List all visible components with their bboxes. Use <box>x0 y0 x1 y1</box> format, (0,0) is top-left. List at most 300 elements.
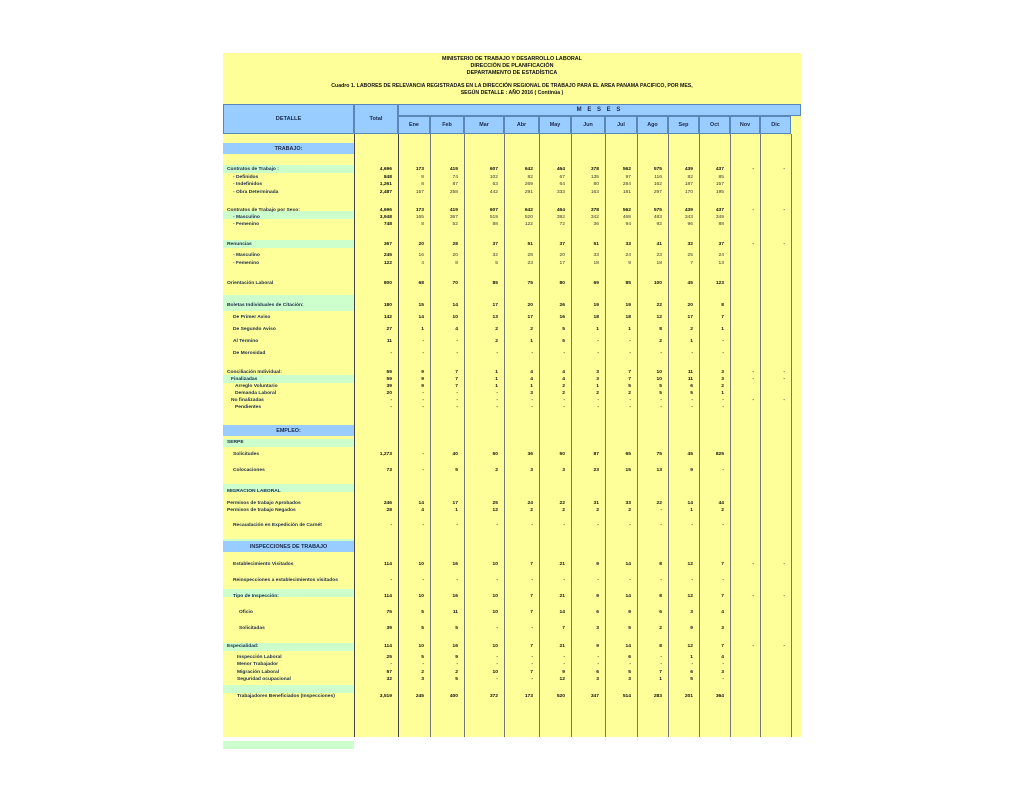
month-cell: 2 <box>421 670 424 675</box>
month-cell: 2 <box>628 508 631 513</box>
month-header-oct: Oct <box>699 116 730 134</box>
caption-line-2: SEGÚN DETALLE : AÑO 2016 ( Continúa ) <box>460 90 564 96</box>
total-cell: 3,519 <box>379 694 392 699</box>
month-cell: 10 <box>452 315 458 320</box>
month-cell: 1 <box>659 677 662 682</box>
month-cell: - <box>629 523 631 528</box>
month-cell: 9 <box>455 655 458 660</box>
month-cell: - <box>752 370 754 375</box>
month-cell: 122 <box>524 222 533 227</box>
month-cell: 75 <box>527 281 533 286</box>
row-label: Demanda Laboral <box>235 391 277 396</box>
row-label: Permisos de trabajo Negados <box>227 508 296 513</box>
month-cell: 7 <box>455 377 458 382</box>
month-cell: 439 <box>684 208 693 213</box>
month-cell: 32 <box>492 253 498 258</box>
month-cell: 82 <box>687 175 693 180</box>
month-cell: - <box>496 523 498 528</box>
month-cell: 642 <box>524 208 533 213</box>
row-band <box>223 741 354 749</box>
month-cell: - <box>422 662 424 667</box>
month-cell: 12 <box>492 508 498 513</box>
month-cell: - <box>422 523 424 528</box>
month-cell: - <box>722 578 724 583</box>
total-cell: - <box>390 405 392 410</box>
total-cell: 32 <box>386 677 392 682</box>
month-cell: 50 <box>492 452 498 457</box>
month-cell: 3 <box>596 677 599 682</box>
month-cell: 64 <box>559 182 565 187</box>
month-cell: 33 <box>625 242 631 247</box>
month-cell: 22 <box>656 303 662 308</box>
month-cell: 33 <box>625 501 631 506</box>
month-cell: 562 <box>622 208 631 213</box>
month-cell: 347 <box>590 694 599 699</box>
month-cell: - <box>456 523 458 528</box>
month-cell: 367 <box>449 215 458 220</box>
month-cell: 6 <box>690 384 693 389</box>
month-cell: 165 <box>415 215 424 220</box>
month-cell: - <box>422 339 424 344</box>
month-cell: - <box>752 562 754 567</box>
month-header-jul: Jul <box>605 116 637 134</box>
month-cell: 11 <box>687 377 693 382</box>
month-cell: 70 <box>452 281 458 286</box>
month-cell: 72 <box>559 222 565 227</box>
month-cell: 14 <box>418 315 424 320</box>
table-caption <box>223 83 801 97</box>
directorate-title: DIRECCIÓN DE PLANIFICACIÓN <box>470 63 554 69</box>
month-cell: 642 <box>524 167 533 172</box>
month-cell: 170 <box>684 190 693 195</box>
column-header-meses: M E S E S <box>398 104 801 116</box>
total-cell: 73 <box>386 468 392 473</box>
month-cell: 1 <box>721 391 724 396</box>
month-cell: 36 <box>593 222 599 227</box>
month-header-feb: Feb <box>430 116 464 134</box>
month-cell: 1 <box>596 384 599 389</box>
month-cell: 6 <box>659 610 662 615</box>
month-cell: 195 <box>715 190 724 195</box>
month-cell: 74 <box>452 175 458 180</box>
month-cell: 442 <box>489 190 498 195</box>
month-cell: 2 <box>530 327 533 332</box>
month-cell: 392 <box>556 215 565 220</box>
month-cell: 24 <box>625 253 631 258</box>
month-cell: 41 <box>656 242 662 247</box>
month-header-dic: Dic <box>760 116 791 134</box>
month-cell: - <box>629 351 631 356</box>
month-cell: 9 <box>690 626 693 631</box>
month-cell: 52 <box>452 222 458 227</box>
month-cell: - <box>531 405 533 410</box>
total-cell: 800 <box>383 281 392 286</box>
month-cell: - <box>563 351 565 356</box>
month-cell: - <box>496 405 498 410</box>
month-cell: 258 <box>449 190 458 195</box>
month-cell: 22 <box>656 501 662 506</box>
month-cell: 16 <box>452 594 458 599</box>
month-cell: 157 <box>415 190 424 195</box>
month-cell: - <box>456 405 458 410</box>
month-cell: 85 <box>718 175 724 180</box>
total-cell: 39 <box>386 626 392 631</box>
month-cell: - <box>597 662 599 667</box>
month-cell: 9 <box>628 261 631 266</box>
month-cell: - <box>722 523 724 528</box>
month-cell: 10 <box>492 644 498 649</box>
month-cell: 100 <box>653 281 662 286</box>
month-cell: 12 <box>687 594 693 599</box>
month-cell: - <box>563 655 565 660</box>
row-label: Renuncias <box>227 242 252 247</box>
month-cell: 8 <box>455 261 458 266</box>
month-cell: 9 <box>421 370 424 375</box>
month-cell: - <box>660 578 662 583</box>
month-cell: - <box>660 662 662 667</box>
month-cell: 201 <box>684 694 693 699</box>
month-cell: 17 <box>687 315 693 320</box>
month-cell: 5 <box>659 384 662 389</box>
month-cell: 7 <box>530 670 533 675</box>
month-cell: - <box>691 578 693 583</box>
month-cell: 4 <box>421 508 424 513</box>
month-cell: 96 <box>687 222 693 227</box>
month-header-row <box>398 116 801 134</box>
month-cell: - <box>456 351 458 356</box>
month-cell: 7 <box>455 370 458 375</box>
row-label: Reinspecciones a establecimientos visitados <box>233 578 338 583</box>
month-cell: 11 <box>687 370 693 375</box>
month-cell: - <box>752 644 754 649</box>
month-cell: 20 <box>527 303 533 308</box>
month-cell: 14 <box>452 303 458 308</box>
month-cell: 5 <box>455 468 458 473</box>
month-cell: 6 <box>690 670 693 675</box>
month-cell: 12 <box>559 677 565 682</box>
month-cell: 45 <box>687 281 693 286</box>
month-cell: 17 <box>492 303 498 308</box>
month-cell: 33 <box>593 253 599 258</box>
month-cell: 10 <box>492 594 498 599</box>
month-cell: 20 <box>418 242 424 247</box>
month-cell: 7 <box>530 594 533 599</box>
month-cell: - <box>597 398 599 403</box>
month-cell: - <box>597 339 599 344</box>
month-cell: 7 <box>659 670 662 675</box>
month-cell: 123 <box>715 281 724 286</box>
month-cell: 116 <box>654 175 662 180</box>
total-cell: 367 <box>383 242 392 247</box>
month-cell: 3 <box>596 626 599 631</box>
month-cell: - <box>597 523 599 528</box>
month-cell: 8 <box>659 594 662 599</box>
row-label: Al Termino <box>233 339 259 344</box>
month-cell: 8 <box>421 182 424 187</box>
month-cell: 4 <box>562 377 565 382</box>
month-cell: - <box>456 662 458 667</box>
total-cell: 122 <box>383 261 392 266</box>
month-cell: 88 <box>492 222 498 227</box>
month-cell: 40 <box>452 452 458 457</box>
month-cell: 157 <box>715 182 724 187</box>
month-cell: - <box>496 578 498 583</box>
month-cell: 5 <box>690 391 693 396</box>
month-cell: 439 <box>684 167 693 172</box>
month-cell: 3 <box>596 377 599 382</box>
month-cell: 437 <box>715 167 724 172</box>
month-cell: 291 <box>524 190 533 195</box>
month-cell: 9 <box>596 562 599 567</box>
month-cell: 400 <box>449 694 458 699</box>
total-cell: 4,696 <box>379 208 392 213</box>
month-cell: 8 <box>421 175 424 180</box>
row-band <box>223 685 354 693</box>
section-header: INSPECCIONES DE TRABAJO <box>223 541 354 552</box>
month-cell: 7 <box>628 370 631 375</box>
month-header-ago: Ago <box>637 116 668 134</box>
month-cell: - <box>783 370 785 375</box>
month-cell: 11 <box>452 610 458 615</box>
month-cell: - <box>629 405 631 410</box>
month-cell: 50 <box>559 452 565 457</box>
month-cell: 14 <box>418 501 424 506</box>
month-cell: 2 <box>721 508 724 513</box>
total-cell: 59 <box>386 377 392 382</box>
month-cell: - <box>629 398 631 403</box>
month-cell: - <box>597 351 599 356</box>
month-cell: 20 <box>559 253 565 258</box>
month-cell: 5 <box>455 626 458 631</box>
month-cell: - <box>496 662 498 667</box>
month-cell: 87 <box>593 452 599 457</box>
month-cell: 5 <box>562 327 565 332</box>
month-cell: 2 <box>562 508 565 513</box>
month-cell: 3 <box>421 677 424 682</box>
month-cell: 1 <box>495 384 498 389</box>
month-cell: - <box>422 468 424 473</box>
month-cell: 1 <box>690 655 693 660</box>
month-cell: 51 <box>527 242 533 247</box>
month-cell: 18 <box>625 315 631 320</box>
month-cell: 5 <box>628 626 631 631</box>
month-cell: 10 <box>656 370 662 375</box>
month-cell: 19 <box>593 303 599 308</box>
total-cell: 3,948 <box>379 215 392 220</box>
month-cell: 519 <box>489 215 498 220</box>
month-cell: 7 <box>562 626 565 631</box>
month-cell: 825 <box>715 452 724 457</box>
month-cell: - <box>752 208 754 213</box>
month-cell: 28 <box>527 253 533 258</box>
month-cell: - <box>691 405 693 410</box>
month-cell: 562 <box>622 167 631 172</box>
month-cell: 135 <box>590 175 599 180</box>
month-cell: 464 <box>556 167 565 172</box>
row-label: - Definidos <box>233 175 259 180</box>
month-cell: - <box>722 339 724 344</box>
month-cell: 5 <box>421 655 424 660</box>
month-cell: - <box>722 351 724 356</box>
month-cell: 18 <box>593 261 599 266</box>
month-cell: - <box>422 405 424 410</box>
month-cell: - <box>456 339 458 344</box>
month-cell: - <box>422 398 424 403</box>
row-label: Recaudación en Expedición de Carnét <box>233 523 322 528</box>
month-header-mar: Mar <box>464 116 504 134</box>
month-cell: 3 <box>721 370 724 375</box>
month-cell: - <box>691 523 693 528</box>
month-cell: 1 <box>421 327 424 332</box>
month-cell: 2 <box>562 391 565 396</box>
row-label: - Femenino <box>233 222 260 227</box>
month-cell: 520 <box>524 215 533 220</box>
month-cell: 94 <box>625 222 631 227</box>
month-cell: 8 <box>421 222 424 227</box>
month-cell: - <box>660 398 662 403</box>
month-cell: 24 <box>718 253 724 258</box>
month-cell: 181 <box>622 190 631 195</box>
total-cell: 28 <box>386 508 392 513</box>
month-cell: - <box>629 578 631 583</box>
month-cell: 1 <box>690 508 693 513</box>
row-label: Permisos de trabajo Aprobados <box>227 501 301 506</box>
row-label: Trabajadores Beneficiados (Inspecciones) <box>237 694 335 699</box>
month-cell: - <box>783 562 785 567</box>
month-cell: 2 <box>596 391 599 396</box>
month-cell: 5 <box>421 610 424 615</box>
month-cell: 378 <box>590 208 599 213</box>
total-cell: - <box>390 578 392 583</box>
month-cell: 575 <box>653 167 662 172</box>
department-title: DEPARTAMENTO DE ESTADÍSTICA <box>466 70 558 76</box>
row-label: Migración Laboral <box>237 670 280 675</box>
month-cell: 88 <box>718 222 724 227</box>
month-cell: 17 <box>452 501 458 506</box>
month-cell: 17 <box>527 315 533 320</box>
total-cell: 1,261 <box>379 182 392 187</box>
month-cell: 1 <box>530 384 533 389</box>
grid-line <box>791 134 792 737</box>
month-cell: - <box>496 398 498 403</box>
month-cell: - <box>597 655 599 660</box>
month-cell: - <box>422 351 424 356</box>
total-cell: 20 <box>386 391 392 396</box>
month-cell: 14 <box>687 501 693 506</box>
month-cell: - <box>422 452 424 457</box>
month-header-nov: Nov <box>730 116 760 134</box>
month-cell: 284 <box>622 182 631 187</box>
month-cell: - <box>722 468 724 473</box>
row-label: De Segundo Aviso <box>233 327 276 332</box>
month-cell: 14 <box>625 562 631 567</box>
month-header-abr: Abr <box>504 116 539 134</box>
month-cell: - <box>691 398 693 403</box>
month-cell: 21 <box>559 644 565 649</box>
month-cell: 16 <box>452 562 458 567</box>
month-cell: 162 <box>653 182 662 187</box>
month-cell: 437 <box>715 208 724 213</box>
month-cell: 7 <box>530 610 533 615</box>
month-cell: 25 <box>492 501 498 506</box>
statistics-sheet <box>223 53 801 737</box>
month-cell: 1 <box>455 508 458 513</box>
month-cell: 63 <box>492 182 498 187</box>
month-cell: - <box>752 594 754 599</box>
month-cell: 67 <box>559 175 565 180</box>
month-cell: 3 <box>530 391 533 396</box>
month-cell: 5 <box>455 677 458 682</box>
month-cell: - <box>722 677 724 682</box>
month-cell: 5 <box>659 391 662 396</box>
row-label: MIGRACION LABORAL <box>227 489 281 494</box>
month-cell: 7 <box>721 315 724 320</box>
month-cell: 69 <box>593 281 599 286</box>
column-header-detalle: DETALLE <box>223 104 354 134</box>
month-cell: 3 <box>690 610 693 615</box>
month-cell: 464 <box>556 208 565 213</box>
total-cell: 114 <box>384 562 392 567</box>
month-cell: - <box>496 351 498 356</box>
month-cell: 8 <box>659 644 662 649</box>
month-cell: 36 <box>527 452 533 457</box>
month-cell: - <box>660 508 662 513</box>
month-cell: 102 <box>489 175 498 180</box>
month-cell: 10 <box>418 594 424 599</box>
total-cell: 2,487 <box>379 190 392 195</box>
month-cell: 4 <box>530 377 533 382</box>
row-label: Boletas Individuales de Citación: <box>227 303 304 308</box>
row-label: No finalizadas <box>231 398 264 403</box>
month-cell: 349 <box>715 215 724 220</box>
month-cell: 514 <box>622 694 631 699</box>
month-cell: - <box>783 167 785 172</box>
month-cell: 1 <box>628 327 631 332</box>
month-cell: 12 <box>687 644 693 649</box>
month-cell: 8 <box>659 562 662 567</box>
month-cell: 3 <box>530 468 533 473</box>
month-cell: 21 <box>559 594 565 599</box>
row-label: Colocaciones <box>233 468 265 473</box>
month-cell: - <box>629 339 631 344</box>
month-cell: 269 <box>524 182 533 187</box>
month-cell: - <box>456 578 458 583</box>
month-cell: 1 <box>495 370 498 375</box>
month-cell: 9 <box>596 594 599 599</box>
month-cell: 51 <box>593 242 599 247</box>
month-cell: 3 <box>596 370 599 375</box>
row-label: SERPE <box>227 440 244 445</box>
row-label: Arreglo Voluntario <box>235 384 278 389</box>
month-cell: 75 <box>656 452 662 457</box>
month-cell: 97 <box>625 175 631 180</box>
month-cell: 82 <box>527 175 533 180</box>
month-cell: 10 <box>656 377 662 382</box>
month-cell: - <box>783 377 785 382</box>
month-cell: 37 <box>718 242 724 247</box>
month-cell: - <box>531 662 533 667</box>
month-cell: - <box>563 662 565 667</box>
month-cell: 1 <box>530 339 533 344</box>
month-cell: 3 <box>721 377 724 382</box>
month-cell: - <box>660 351 662 356</box>
total-cell: 39 <box>386 384 392 389</box>
month-cell: 245 <box>415 694 424 699</box>
month-cell: 26 <box>559 303 565 308</box>
month-cell: 20 <box>452 253 458 258</box>
month-cell: 2 <box>628 391 631 396</box>
month-cell: - <box>691 662 693 667</box>
